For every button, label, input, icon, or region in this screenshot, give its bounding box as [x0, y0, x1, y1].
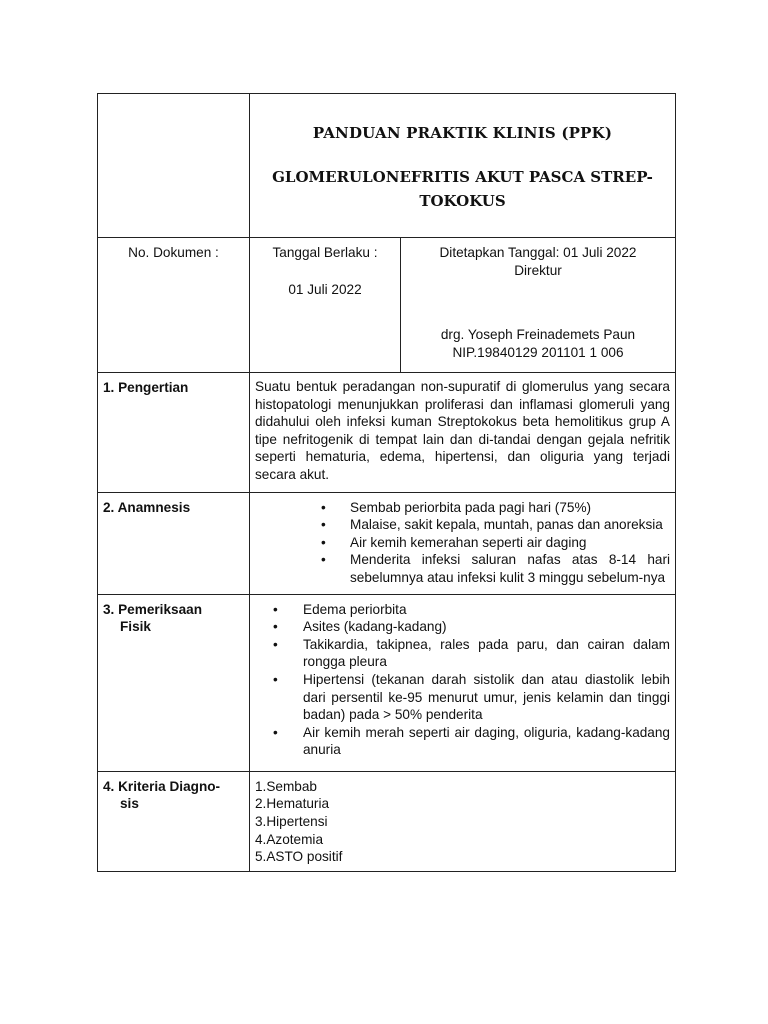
- list-item: 4.Azotemia: [255, 831, 324, 847]
- kriteria-list: [255, 778, 670, 866]
- section-content-kriteria: [250, 771, 676, 871]
- anamnesis-list: [255, 499, 670, 587]
- section-label-pemeriksaan: [98, 594, 250, 771]
- section-content-pemeriksaan: [250, 594, 676, 771]
- list-item: • Edema periorbita: [303, 601, 670, 619]
- pengertian-text: Suatu bentuk peradangan non-supuratif di glomerulus yang secara histopatologi menunjukkan proliferasi dan inflamasi glomeruli yang didahului oleh infeksi kuman Streptokokus beta hemolitikus grup A tipe nefritogenik di tempat lain dan di-tandai dengan gejala nefritik seperti hematuria, edema, hipertensi, dan oliguria yang terjadi secara akut.: [255, 379, 670, 482]
- signer-name: drg. Yoseph Freinademets Paun: [440, 327, 636, 343]
- section-row-kriteria: [98, 771, 676, 871]
- meta-row: [98, 238, 676, 373]
- set-date: Ditetapkan Tanggal: 01 Juli 2022: [439, 245, 637, 260]
- section-label-kriteria: [98, 771, 250, 871]
- doc-number-cell: [98, 238, 250, 373]
- subtitle-line-2: TOKOKUS: [419, 191, 506, 210]
- pemeriksaan-list: [255, 601, 670, 759]
- section-content-anamnesis: [250, 492, 676, 594]
- valid-date-cell: [250, 238, 401, 373]
- approval-cell: [401, 238, 676, 373]
- section-label-anamnesis: 2. Anamnesis: [98, 492, 250, 594]
- list-item: • Asites (kadang-kadang): [303, 618, 670, 636]
- document-subtitle: [250, 165, 675, 213]
- section-row-anamnesis: [98, 492, 676, 594]
- list-item: • Takikardia, takipnea, rales pada paru, dan cairan dalam rongga pleura: [303, 636, 670, 671]
- list-item: • Sembab periorbita pada pagi hari (75%): [350, 499, 670, 517]
- logo-cell: [98, 94, 250, 238]
- valid-date-label: Tanggal Berlaku :: [272, 245, 378, 260]
- list-item: 2.Hematuria: [255, 796, 330, 812]
- pemeriksaan-label-line-1: 3. Pemeriksaan: [103, 601, 202, 617]
- list-item: • Air kemih kemerahan seperti air daging: [350, 534, 670, 552]
- section-row-pengertian: [98, 373, 676, 493]
- section-content-pengertian: [250, 373, 676, 493]
- kriteria-label-line-1: 4. Kriteria Diagno-: [103, 778, 221, 794]
- ppk-table: [97, 93, 676, 872]
- list-item: 1.Sembab: [255, 778, 317, 794]
- list-item: • Malaise, sakit kepala, muntah, panas dan anoreksia: [350, 516, 670, 534]
- list-item: 3.Hipertensi: [255, 814, 328, 830]
- section-row-pemeriksaan: [98, 594, 676, 771]
- list-item: • Air kemih merah seperti air daging, oliguria, kadang-kadang anuria: [303, 724, 670, 759]
- list-item: 5.ASTO positif: [255, 849, 343, 865]
- ppk-document: [97, 93, 675, 872]
- section-label-pengertian: 1. Pengertian: [98, 373, 250, 493]
- signer-nip: NIP.19840129 201101 1 006: [452, 344, 624, 360]
- pemeriksaan-label-line-2: Fisik: [120, 619, 151, 635]
- title-cell: [250, 94, 676, 238]
- list-item: • Hipertensi (tekanan darah sistolik dan atau diastolik lebih dari persentil ke-95 menurut umur, jenis kelamin dan tinggi badan) pada > 50% penderita: [303, 671, 670, 724]
- subtitle-line-1: GLOMERULONEFRITIS AKUT PASCA STREP-: [272, 167, 653, 186]
- list-item: • Menderita infeksi saluran nafas atas 8-14 hari sebelumnya atau infeksi kulit 3 minggu sebelum-nya: [350, 551, 670, 586]
- document-title: PANDUAN PRAKTIK KLINIS (PPK): [312, 124, 613, 142]
- header-row: [98, 94, 676, 238]
- kriteria-label-line-2: sis: [120, 796, 139, 812]
- role-label: Direktur: [514, 262, 562, 278]
- valid-date-value: 01 Juli 2022: [288, 281, 362, 297]
- doc-number-label: No. Dokumen :: [128, 245, 219, 260]
